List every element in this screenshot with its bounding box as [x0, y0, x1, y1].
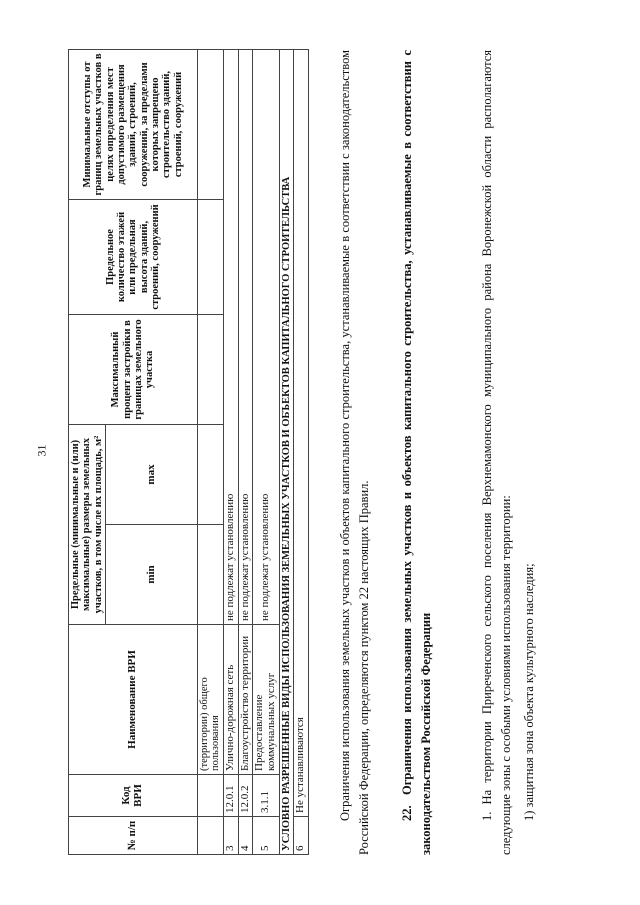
page-number: 31 [34, 444, 49, 457]
row-name: Улично-дорожная сеть [223, 625, 238, 775]
row-code: 12.0.2 [238, 775, 253, 817]
continuation-cell: (территории) общего пользования [197, 625, 223, 775]
table-row [197, 49, 223, 854]
row-num: 3 [223, 817, 238, 855]
table-row [294, 49, 309, 854]
table-header-row [69, 49, 106, 854]
row-name: Благоустройство территории [238, 625, 253, 775]
table-row [238, 49, 253, 854]
header-min: min [105, 525, 197, 625]
table-row [253, 49, 280, 854]
row-value: Не устанавливаются [294, 49, 309, 816]
row-value: не подлежат установлению [223, 49, 238, 624]
paragraph-zone-item-1: 1) защитная зона объекта культурного наследия; [522, 563, 536, 821]
row-num: 4 [238, 817, 253, 855]
paragraph-restrictions: Ограничения использования земельных участков и объектов капитального строительства, устанавливаемые в соответствии с законодательством Российской Федерации, определяются пунктом 22 настоящих Правил. [338, 50, 372, 855]
header-setback: Минимальные отступы от границ земельных участков в целях определения мест допустимого размещения зданий, строений, сооружений, за пределами которых запрещено строительство зданий, строений, сооружений [69, 49, 198, 199]
section-title-row [280, 49, 294, 854]
row-code: 3.1.1 [253, 775, 280, 817]
header-name: Наименование ВРИ [69, 625, 198, 775]
section-title: УСЛОВНО РАЗРЕШЕННЫЕ ВИДЫ ИСПОЛЬЗОВАНИЯ ЗЕМЕЛЬНЫХ УЧАСТКОВ И ОБЪЕКТОВ КАПИТАЛЬНОГО СТРОИТЕЛЬСТВА [280, 49, 294, 854]
header-size: Предельные (минимальные и (или) максимальные) размеры земельных участков, в том числе их площадь, м² [69, 424, 106, 624]
row-code: 12.0.1 [223, 775, 238, 817]
row-num: 6 [294, 817, 309, 855]
row-name: Предоставление коммунальных услуг [253, 625, 280, 775]
row-value: не подлежат установлению [253, 49, 280, 624]
header-floors: Предельное количество этажей или предельная высота зданий, строений, сооружений [69, 199, 198, 314]
section-heading-number: 22. [400, 805, 414, 821]
regulations-table [68, 49, 309, 855]
paragraph-zones: 1. На территории Приреченского сельского поселения Верхнемамонского муниципального района Воронежской области располагаются следующие зоны с особыми условиями использования территории: [480, 50, 514, 855]
row-value: не подлежат установлению [238, 49, 253, 624]
section-heading-text: Ограничения использования земельных участков и объектов капитального строительства, устанавливаемые в соответствии с законодательством Российской Федерации [400, 50, 434, 855]
header-percent: Максимальный процент застройки в границах земельного участка [69, 314, 198, 424]
header-max: max [105, 424, 197, 524]
header-code: Код ВРИ [69, 775, 198, 817]
table-row [223, 49, 238, 854]
section-heading [398, 50, 437, 855]
row-num: 5 [253, 817, 280, 855]
header-num: № п/п [69, 817, 198, 855]
